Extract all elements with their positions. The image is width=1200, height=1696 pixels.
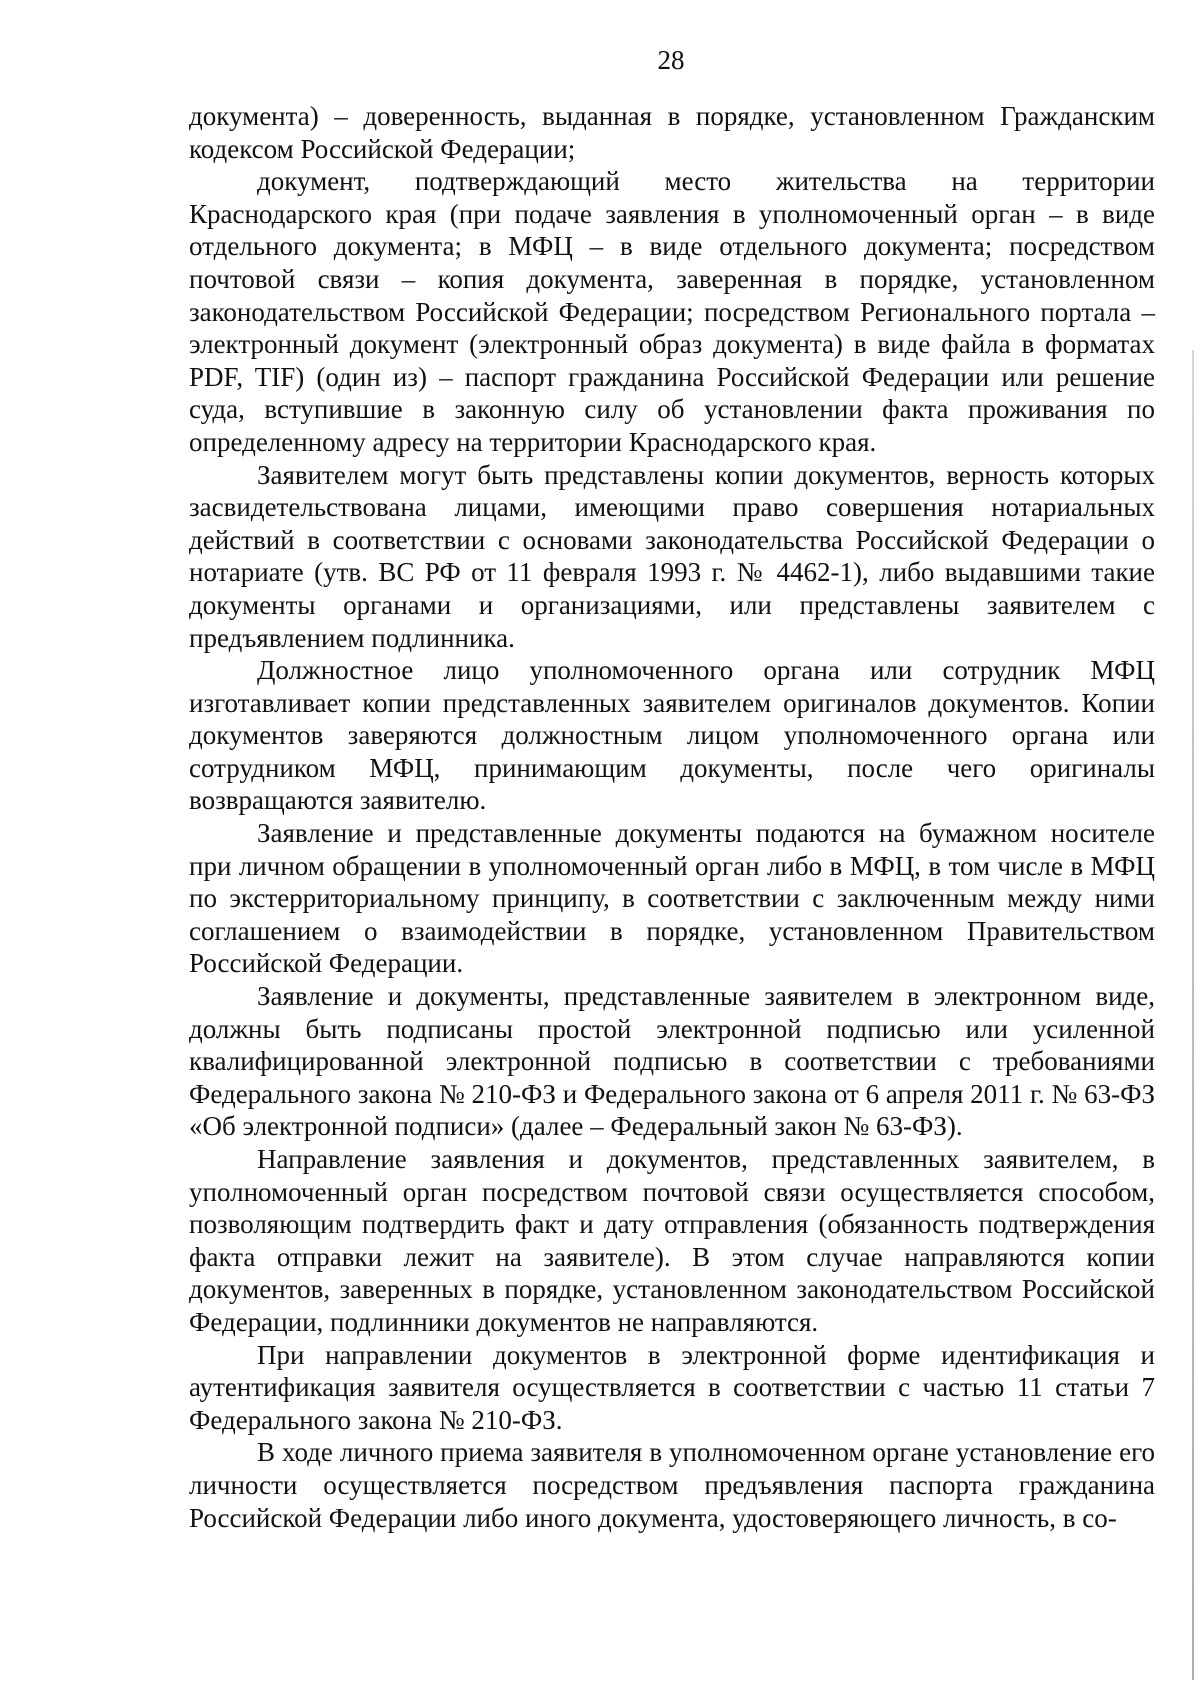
paragraph-electronic-identification: При направлении документов в электронной форме идентификация и аутентификация заявителя осуществляется в соответствии с частью 11 статьи 7 Федерального закона № 210-ФЗ. — [189, 1339, 1155, 1435]
paragraph-residence-document: документ, подтверждающий место жительства на территории Краснодарского края (при подаче заявления в уполномоченный орган – в виде отдельного документа; в МФЦ – в виде отдельного документа; посредством почтовой связи – копия документа, заверенная в порядке, установленном законодательством Российской Федерации; посредством Регионального портала – электронный документ (электронный образ документа) в виде файла в форматах PDF, TIF) (один из) – паспорт гражданина Российской Федерации или решение суда, вступившие в законную силу об установлении факта проживания по определенному адресу на территории Краснодарского края. — [189, 166, 1155, 457]
paragraph-copy-certification: Должностное лицо уполномоченного органа или сотрудник МФЦ изготавливает копии представленных заявителем оригиналов документов. Копии документов заверяются должностным лицом уполномоченного органа или сотрудником МФЦ, принимающим документы, после чего оригиналы возвращаются заявителю. — [189, 655, 1155, 816]
paragraph-postal-submission: Направление заявления и документов, представленных заявителем, в уполномоченный орган посредством почтовой связи осуществляется способом, позволяющим подтвердить факт и дату отправления (обязанность подтверждения факта отправки лежит на заявителе). В этом случае направляются копии документов, заверенных в порядке, установленном законодательством Российской Федерации, подлинники документов не направляются. — [189, 1144, 1155, 1337]
paragraph-paper-submission: Заявление и представленные документы подаются на бумажном носителе при личном обращении в уполномоченный орган либо в МФЦ, в том числе в МФЦ по экстерриториальному принципу, в соответствии с заключенным между ними соглашением о взаимодействии в порядке, установленном Правительством Российской Федерации. — [189, 818, 1155, 979]
paragraph-personal-reception: В ходе личного приема заявителя в уполномоченном органе установление его личности осуществляется посредством предъявления паспорта гражданина Российской Федерации либо иного документа, удостоверяющего личность, в со- — [189, 1437, 1155, 1533]
scan-edge-line — [1192, 350, 1194, 1680]
paragraph-continuation: документа) – доверенность, выданная в порядке, установленном Гражданским кодексом Российской Федерации; — [189, 101, 1155, 164]
paragraph-electronic-signature: Заявление и документы, представленные заявителем в электронном виде, должны быть подписаны простой электронной подписью или усиленной квалифицированной электронной подписью в соответствии с требованиями Федерального закона № 210-ФЗ и Федерального закона от 6 апреля 2011 г. № 63-ФЗ «Об электронной подписи» (далее – Федеральный закон № 63-ФЗ). — [189, 981, 1155, 1142]
page-number: 28 — [657, 45, 685, 75]
paragraph-notarized-copies: Заявителем могут быть представлены копии документов, верность которых засвидетельствована лицами, имеющими право совершения нотариальных действий в соответствии с основами законодательства Российской Федерации о нотариате (утв. ВС РФ от 11 февраля 1993 г. № 4462-1), либо выдавшими такие документы органами и организациями, или представлены заявителем с предъявлением подлинника. — [189, 459, 1155, 653]
document-body — [189, 100, 1155, 1534]
